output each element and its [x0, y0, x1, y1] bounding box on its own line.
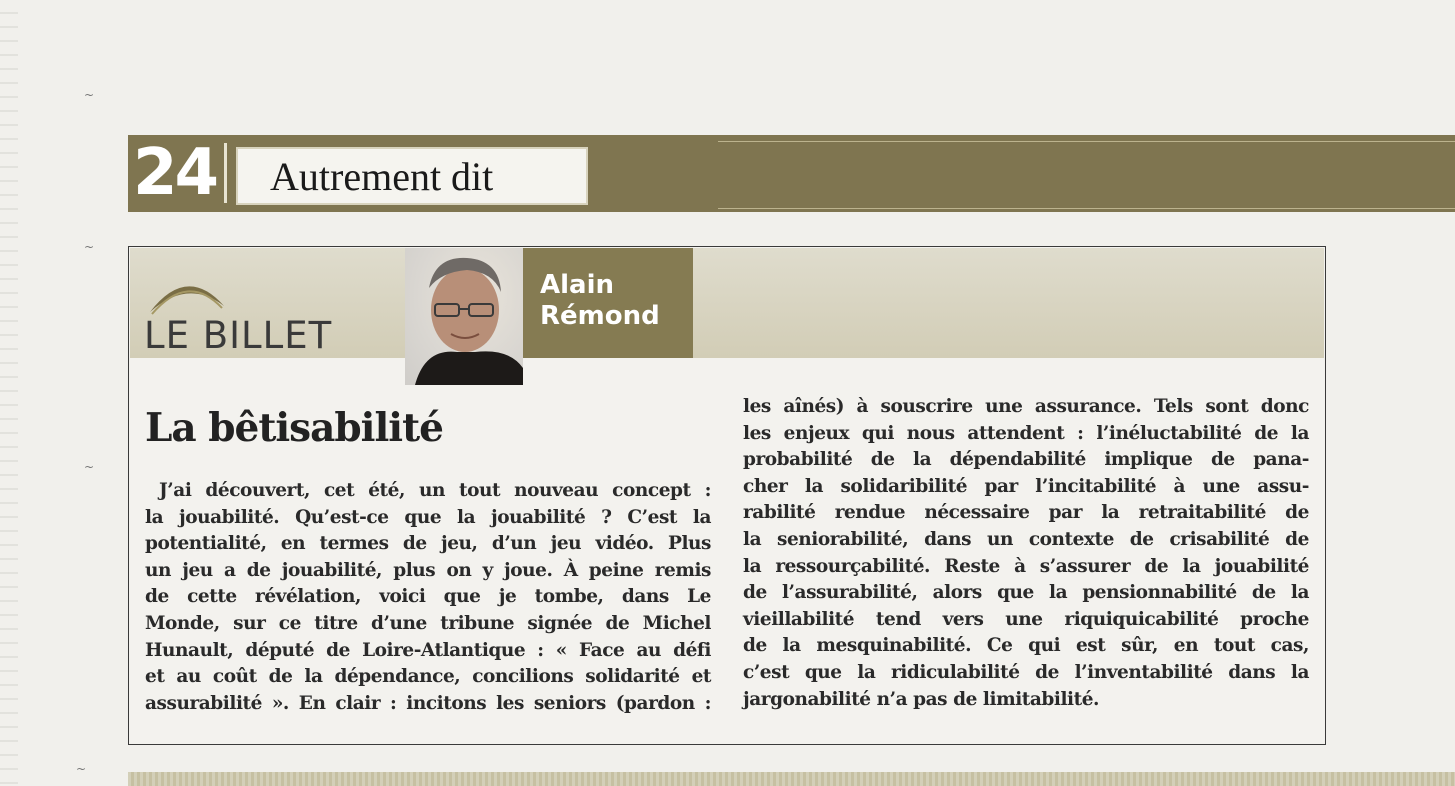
text-line: les aînés) à souscrire une assurance. Tels sont donc — [743, 396, 1309, 417]
text-line: J’ai découvert, cet été, un tout nouveau concept : — [159, 480, 711, 501]
text-line: la seniorabilité, dans un contexte de crisabilité de — [743, 528, 1309, 550]
text-line: cher la solidaribilité par l’incitabilité à une assu- — [743, 475, 1309, 497]
text-line: de la mesquinabilité. Ce qui est sûr, en tout cas, — [743, 635, 1309, 657]
margin-mark: ~ — [84, 240, 95, 254]
text-line: jargonabilité n’a pas de limitabilité. — [743, 688, 1100, 710]
text-line: la ressourçabilité. Reste à s’assurer de la jouabilité — [743, 555, 1309, 577]
text-line: potentialité, en termes de jeu, d’un jeu vidéo. Plus — [145, 533, 711, 555]
text-line: assurabilité ». En clair : incitons les seniors (pardon : — [145, 692, 711, 714]
bottom-rule-band — [128, 772, 1455, 786]
text-line: vieillabilité tend vers une riquiquicabilité proche — [743, 608, 1309, 630]
article-column-right — [743, 394, 1309, 713]
text-line: probabilité de la dépendabilité implique de pana- — [743, 449, 1309, 471]
text-line: de cette révélation, voici que je tombe, dans Le — [145, 586, 711, 608]
text-line: c’est que la ridiculabilité de l’inventabilité dans la — [743, 661, 1309, 683]
author-portrait-icon — [405, 248, 523, 385]
band-rule — [718, 141, 1455, 209]
text-line: Monde, sur ce titre d’une tribune signée de Michel — [145, 612, 711, 634]
article-title: La bêtisabilité — [145, 405, 443, 451]
margin-mark: ~ — [84, 88, 95, 102]
rubric-label: LE BILLET — [144, 314, 333, 357]
section-title: Autrement dit — [236, 147, 588, 205]
text-line: rabilité rendue nécessaire par la retraitabilité de — [743, 502, 1309, 524]
article-column-left — [145, 478, 711, 717]
text-line: de l’assurabilité, alors que la pensionnabilité de la — [743, 582, 1309, 604]
page-edge-perforation — [0, 0, 18, 786]
text-line: les enjeux qui nous attendent : l’inéluctabilité de la — [743, 422, 1309, 444]
page-number: 24 — [133, 136, 217, 210]
author-name: Alain Rémond — [540, 270, 660, 331]
text-line: Hunault, député de Loire-Atlantique : « Face au défi — [145, 639, 711, 661]
text-line: la jouabilité. Qu’est-ce que la jouabilité ? C’est la — [145, 506, 711, 528]
text-line: un jeu a de jouabilité, plus on y joue. À peine remis — [145, 559, 711, 581]
page-number-divider — [224, 143, 227, 203]
author-photo — [405, 248, 523, 385]
margin-mark: ~ — [76, 762, 87, 776]
text-line: et au coût de la dépendance, concilions solidarité et — [145, 666, 711, 688]
margin-mark: ~ — [84, 460, 95, 474]
